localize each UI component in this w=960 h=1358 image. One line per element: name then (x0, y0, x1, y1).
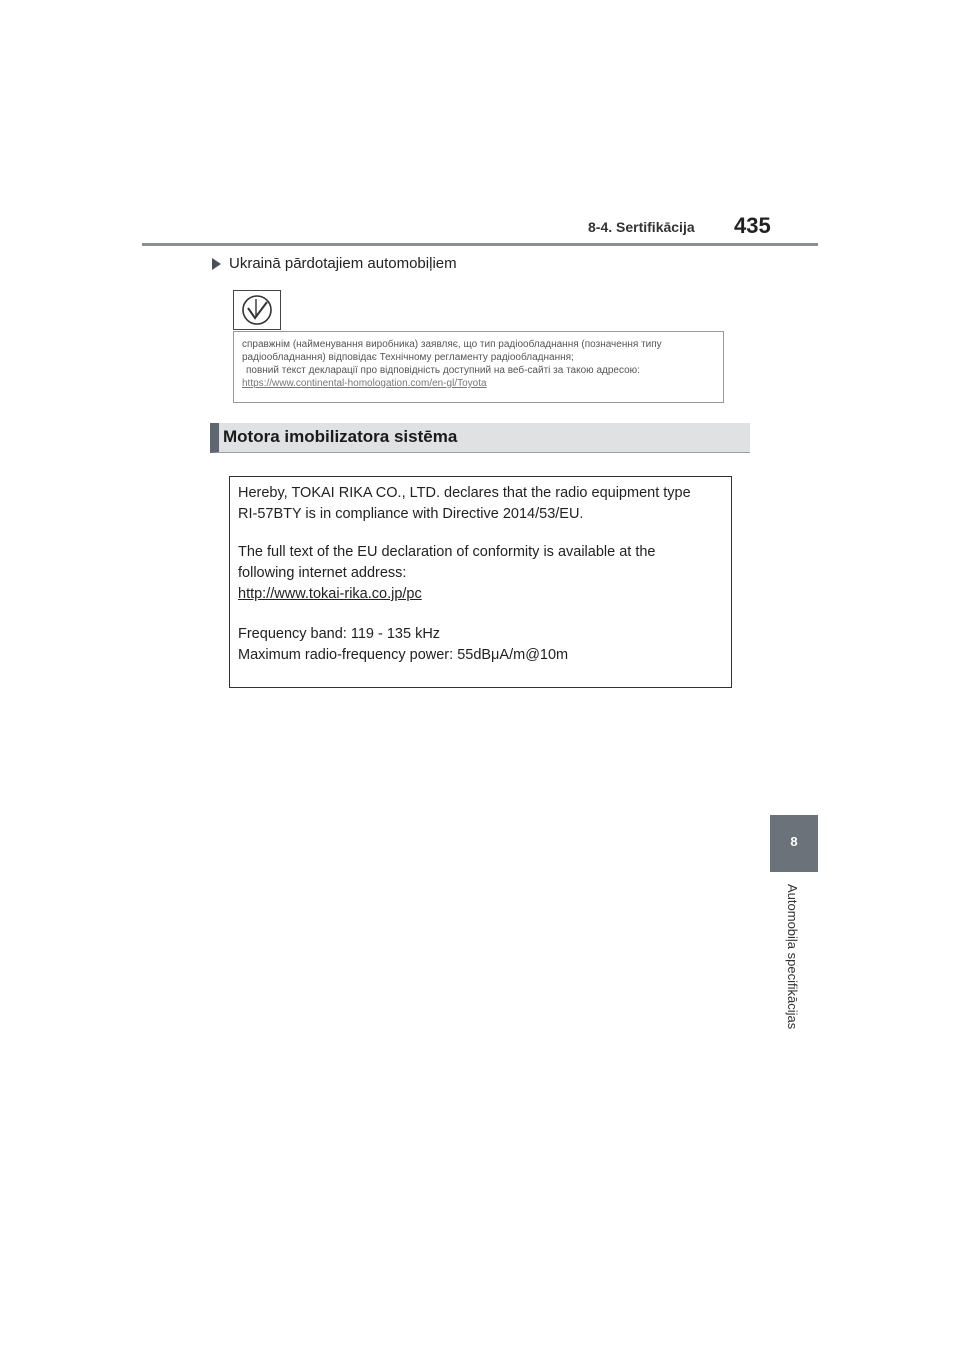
eu-line-3: The full text of the EU declaration of conformity is available at the (238, 544, 656, 560)
ukraine-url-link[interactable]: https://www.continental-homologation.com/en-gl/Toyota (242, 378, 487, 389)
ukraine-heading-text: Ukrainā pārdotajiem automobiļiem (229, 255, 457, 272)
ukraine-declaration-box (233, 331, 724, 403)
ukraine-line-3: повний текст декларації про відповідність доступний на веб-сайті за такою адресою: (246, 365, 640, 376)
ukraine-line-2: радіообладнання) відповідає Технічному регламенту радіообладнання; (242, 352, 574, 363)
eu-url-link[interactable]: http://www.tokai-rika.co.jp/pc (238, 586, 422, 602)
ukraine-line-1: справжнім (найменування виробника) заявляє, що тип радіообладнання (позначення типу (242, 339, 662, 350)
chapter-tab (770, 815, 818, 872)
ukraine-heading (212, 255, 457, 272)
ukraine-conformity-mark-icon (233, 290, 281, 330)
eu-line-1: Hereby, TOKAI RIKA CO., LTD. declares that the radio equipment type (238, 485, 691, 501)
triangle-bullet-icon (212, 258, 221, 270)
chapter-number: 8 (790, 834, 798, 849)
chapter-label: Automobiļa specifikācijas (785, 884, 800, 1030)
header-divider (142, 243, 818, 246)
section-heading-text: Motora imobilizatora sistēma (223, 427, 458, 446)
page-number: 435 (734, 213, 771, 238)
eu-declaration-box (229, 476, 732, 688)
eu-power: Maximum radio-frequency power: 55dBμA/m@10m (238, 647, 569, 663)
section-title: 8-4. Sertifikācija (588, 219, 695, 235)
eu-line-2: RI-57BTY is in compliance with Directive 2014/53/EU. (238, 506, 584, 522)
eu-line-4: following internet address: (238, 565, 407, 581)
eu-frequency: Frequency band: 119 - 135 kHz (238, 626, 441, 642)
section-heading (210, 423, 750, 453)
